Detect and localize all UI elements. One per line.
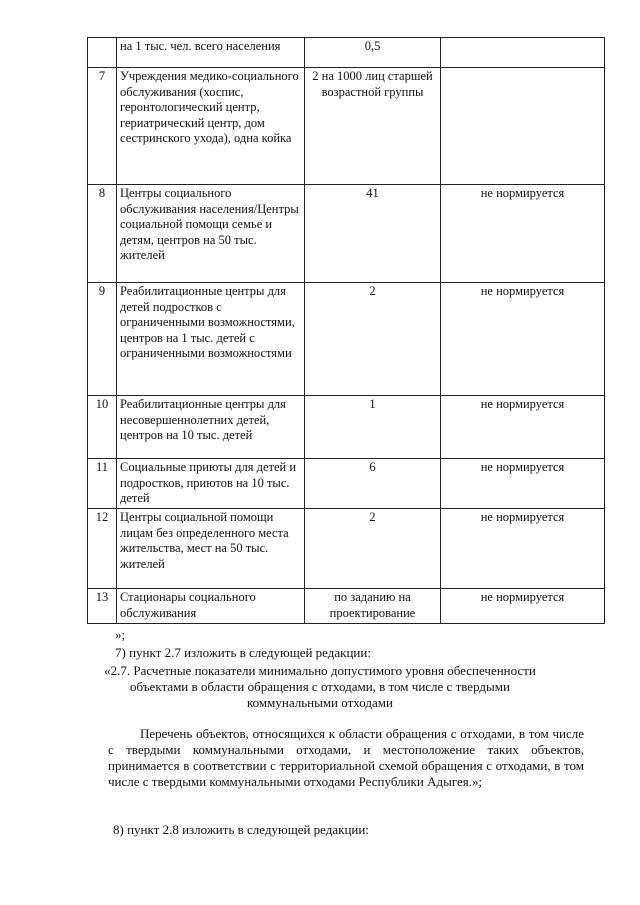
item-7-instruction: 7) пункт 2.7 изложить в следующей редакции: — [115, 645, 371, 660]
row-value: 6 — [305, 459, 441, 509]
row-note — [441, 38, 605, 68]
row-name: Учреждения медико-социального обслуживания (хоспис, геронтологический центр, гериатрический центр, дом сестринского ухода), одна койка — [117, 68, 305, 185]
row-value: 2 — [305, 509, 441, 589]
row-note — [441, 68, 605, 185]
row-name: Социальные приюты для детей и подростков, приютов на 10 тыс. детей — [117, 459, 305, 509]
table-row — [88, 589, 605, 624]
section-heading-line-3: коммунальными отходами — [247, 695, 393, 710]
row-value: 41 — [305, 185, 441, 283]
row-number — [88, 38, 117, 68]
row-value: 0,5 — [305, 38, 441, 68]
row-value: 2 на 1000 лиц старшей возрастной группы — [305, 68, 441, 185]
row-note: не нормируется — [441, 185, 605, 283]
table-row — [88, 283, 605, 396]
row-note: не нормируется — [441, 396, 605, 459]
norms-table — [87, 37, 605, 624]
row-number: 8 — [88, 185, 117, 283]
section-heading-line-1: «2.7. Расчетные показатели минимально допустимого уровня обеспеченности — [104, 663, 536, 678]
row-note: не нормируется — [441, 459, 605, 509]
row-name: Реабилитационные центры для несовершеннолетних детей, центров на 10 тыс. детей — [117, 396, 305, 459]
row-value: по заданию на проектирование — [305, 589, 441, 624]
item-8-instruction: 8) пункт 2.8 изложить в следующей редакции: — [113, 822, 369, 837]
row-name: Стационары социального обслуживания — [117, 589, 305, 624]
row-number: 10 — [88, 396, 117, 459]
section-paragraph: Перечень объектов, относящихся к области обращения с отходами, в том числе с твердыми коммунальными отходами, и местоположение таких объектов, принимается в соответствии с территориальной схемой обращения с отходами, в том числе с твердыми коммунальными отходами Республики Адыгея.»; — [108, 726, 584, 789]
row-number: 12 — [88, 509, 117, 589]
row-note: не нормируется — [441, 509, 605, 589]
row-name: на 1 тыс. чел. всего населения — [117, 38, 305, 68]
closing-quote: »; — [115, 627, 126, 642]
table-row — [88, 38, 605, 68]
row-value: 2 — [305, 283, 441, 396]
row-number: 7 — [88, 68, 117, 185]
table-row — [88, 509, 605, 589]
table-row — [88, 185, 605, 283]
row-note: не нормируется — [441, 589, 605, 624]
table-row — [88, 396, 605, 459]
row-value: 1 — [305, 396, 441, 459]
row-number: 9 — [88, 283, 117, 396]
section-heading-line-2: объектами в области обращения с отходами, в том числе с твердыми — [130, 679, 510, 694]
row-note: не нормируется — [441, 283, 605, 396]
row-name: Реабилитационные центры для детей подростков с ограниченными возможностями, центров на 1 тыс. детей с ограниченными возможностями — [117, 283, 305, 396]
row-number: 11 — [88, 459, 117, 509]
table-row — [88, 459, 605, 509]
table-row — [88, 68, 605, 185]
row-name: Центры социальной помощи лицам без определенного места жительства, мест на 50 тыс. жителей — [117, 509, 305, 589]
row-name: Центры социального обслуживания населения/Центры социальной помощи семье и детям, центров на 50 тыс. жителей — [117, 185, 305, 283]
row-number: 13 — [88, 589, 117, 624]
